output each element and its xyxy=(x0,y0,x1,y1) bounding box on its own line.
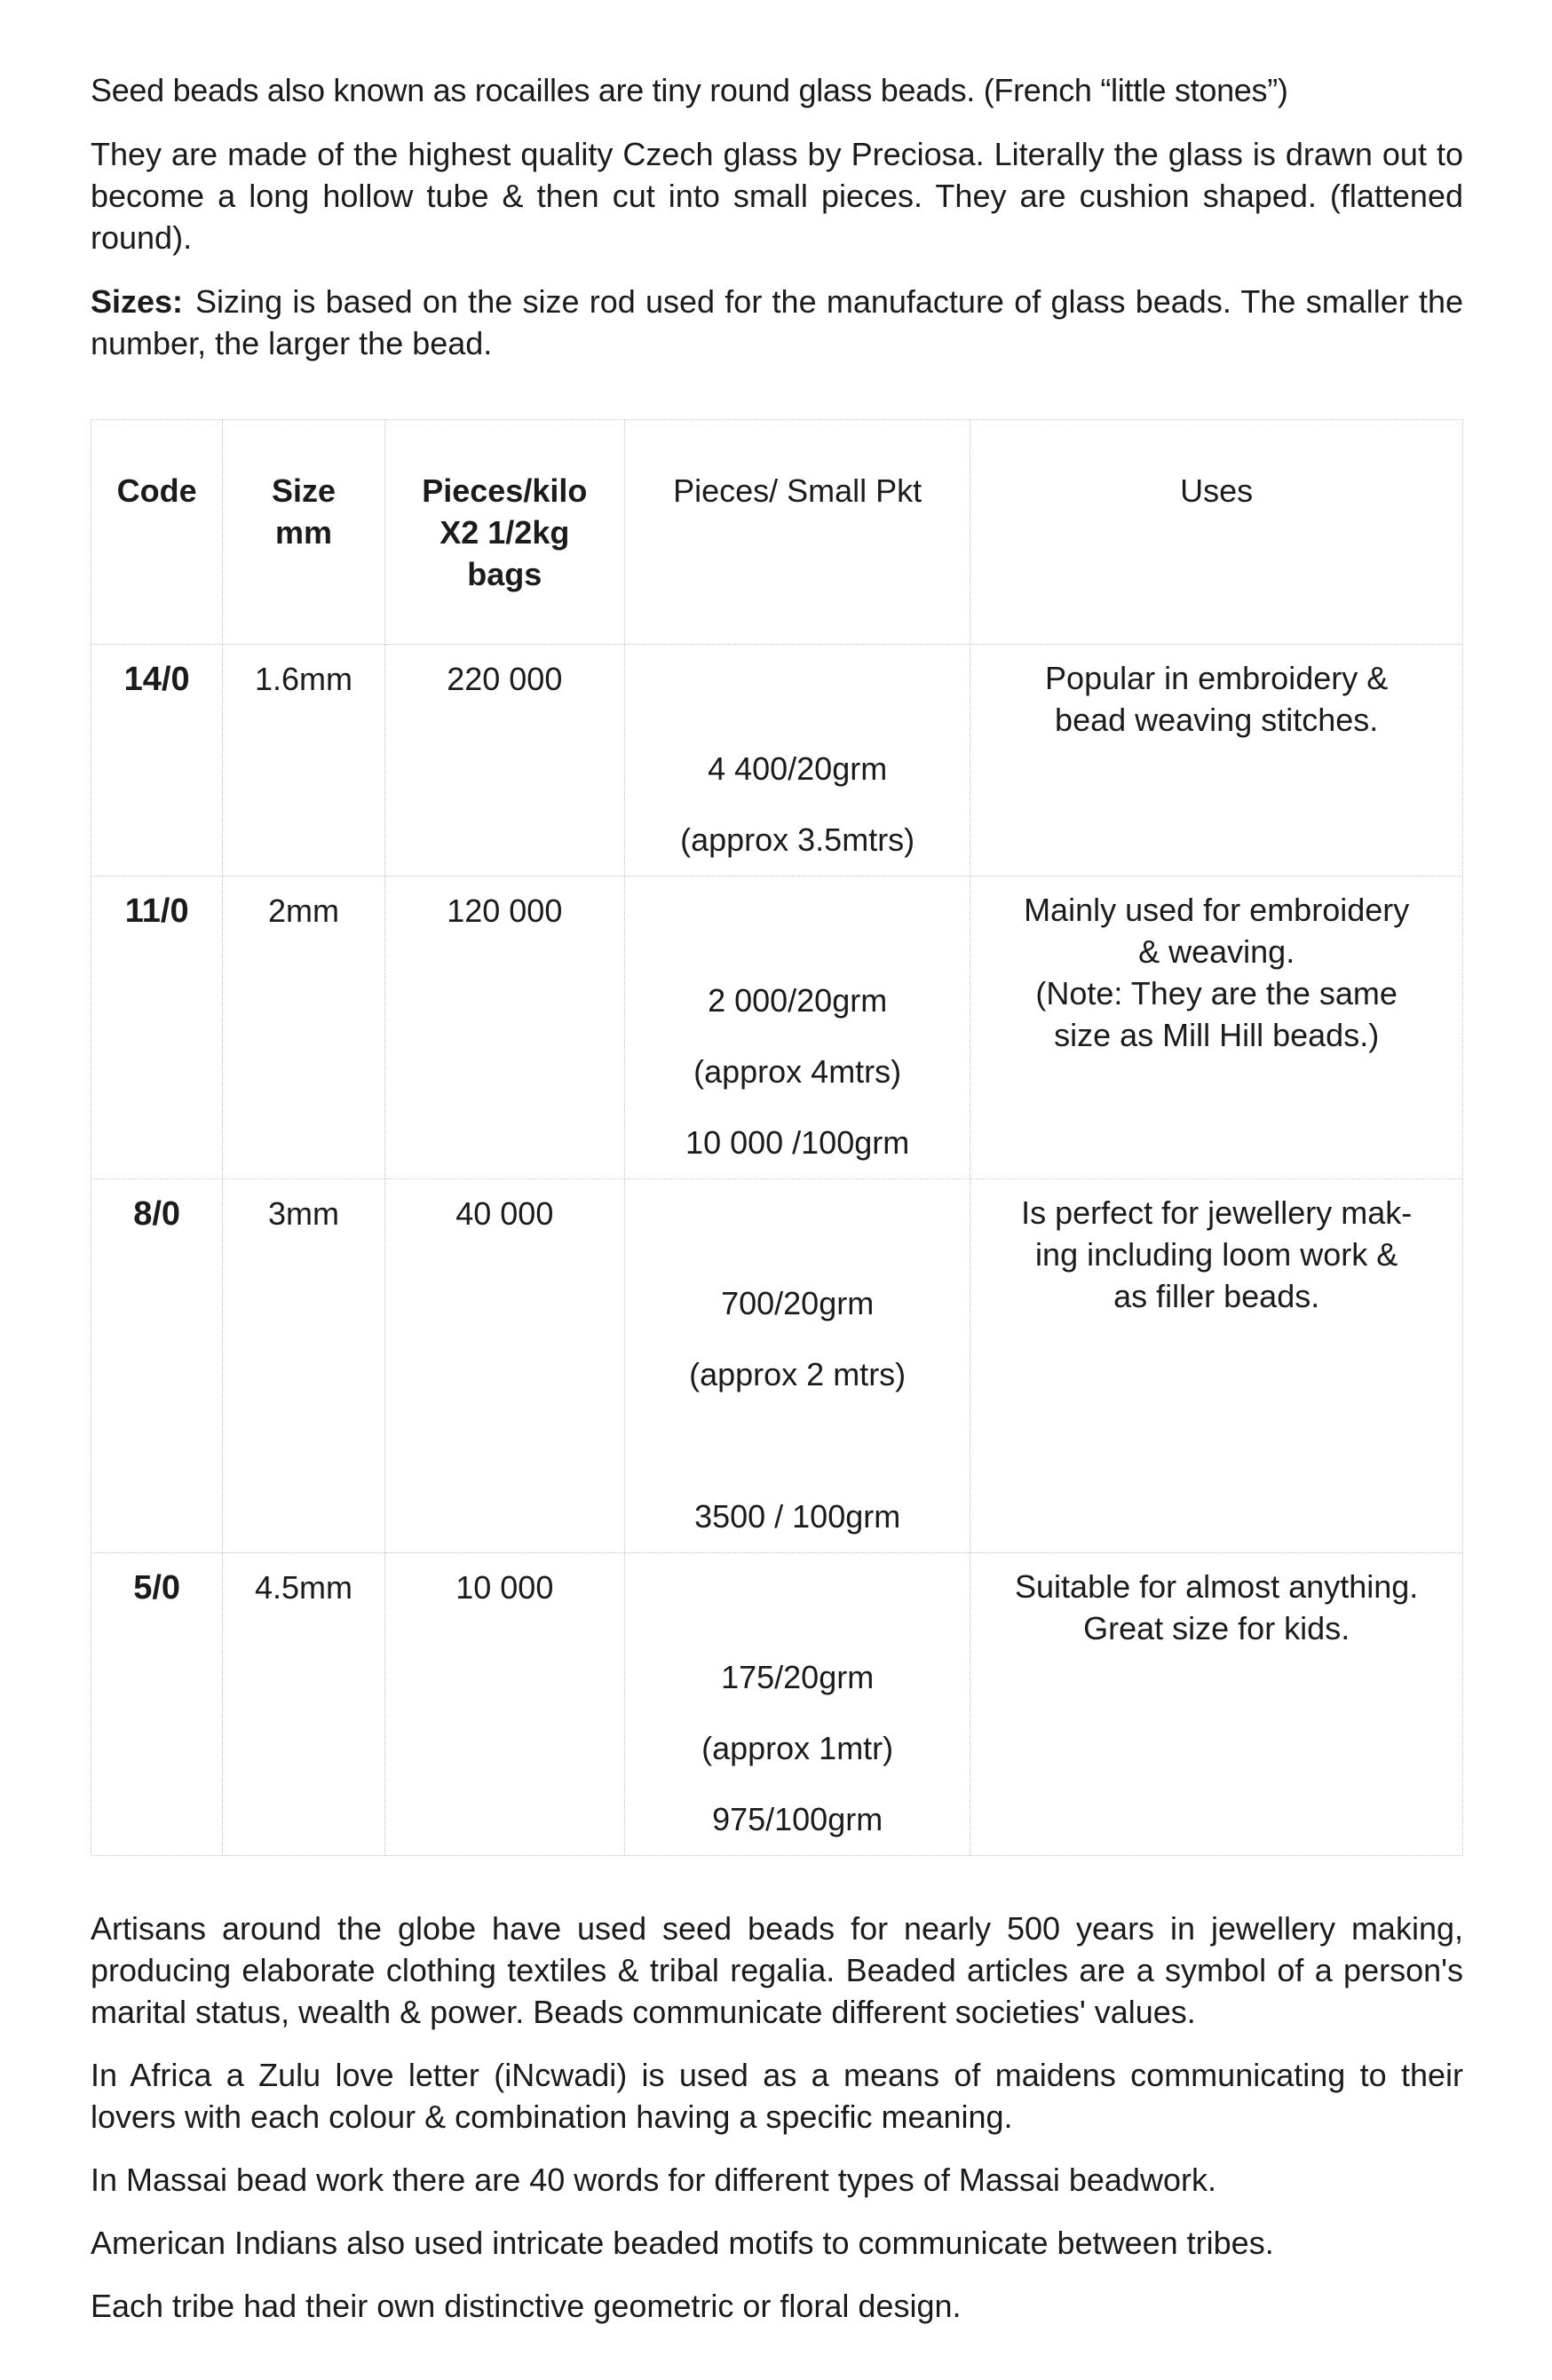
table-body xyxy=(91,645,1463,1856)
cell-code: 14/0 xyxy=(91,645,223,877)
outro-paragraph-massai: In Massai bead work there are 40 words for different types of Massai beadwork. xyxy=(91,2162,1216,2198)
column-header-line: Pieces/ Small Pkt xyxy=(673,472,922,509)
small-pkt-line: 2 000/20grm xyxy=(708,982,888,1019)
column-header-line: mm xyxy=(274,514,332,551)
cell-size-mm: 3mm xyxy=(223,1179,384,1553)
cell-pieces-per-kilo: 40 000 xyxy=(384,1179,624,1553)
sizes-label: Sizes: xyxy=(91,283,184,320)
table-row xyxy=(91,645,1463,877)
outro-paragraph-american-indians: American Indians also used intricate beaded motifs to communicate between tribes. xyxy=(91,2225,1274,2261)
cell-pieces-per-kilo: 220 000 xyxy=(384,645,624,877)
cell-size-mm: 2mm xyxy=(223,877,384,1179)
small-pkt-line: (approx 1mtr) xyxy=(701,1730,894,1766)
intro-paragraph-sizes xyxy=(91,281,1463,364)
uses-line: Suitable for almost anything. xyxy=(1015,1568,1419,1605)
outro-paragraph-artisans: Artisans around the globe have used seed beads for nearly 500 years in jewellery making, producing elaborate clothing textiles & tribal regalia. Beaded articles are a symbol of a person's marital status, wealth & power. Beads communicate different societies' values. xyxy=(91,1910,1463,2030)
uses-line: Is perfect for jewellery mak- xyxy=(1021,1194,1413,1231)
cell-pieces-per-kilo: 10 000 xyxy=(384,1553,624,1856)
table-row xyxy=(91,1553,1463,1856)
table-header-row xyxy=(91,420,1463,645)
small-pkt-line xyxy=(625,1410,970,1481)
cell-uses xyxy=(970,877,1463,1179)
column-header-size-mm xyxy=(223,420,384,645)
uses-line: size as Mill Hill beads.) xyxy=(1054,1017,1380,1053)
column-header-uses xyxy=(970,420,1463,645)
small-pkt-line: (approx 3.5mtrs) xyxy=(680,821,915,858)
cell-uses xyxy=(970,1179,1463,1553)
column-header-small-pkt xyxy=(624,420,970,645)
uses-line: (Note: They are the same xyxy=(1035,975,1398,1012)
cell-small-pkt xyxy=(624,877,970,1179)
cell-small-pkt xyxy=(624,1553,970,1856)
small-pkt-line: 975/100grm xyxy=(712,1801,883,1837)
uses-line: as filler beads. xyxy=(1113,1278,1320,1314)
uses-line: Popular in embroidery & xyxy=(1045,660,1389,696)
cell-uses xyxy=(970,645,1463,877)
column-header-code xyxy=(91,420,223,645)
small-pkt-line: (approx 4mtrs) xyxy=(693,1053,902,1090)
outro-paragraph-each-tribe: Each tribe had their own distinctive geometric or floral design. xyxy=(91,2288,962,2324)
intro-paragraph-seed-beads: Seed beads also known as rocailles are tiny round glass beads. (French “little stones”) xyxy=(91,72,1288,108)
table-row xyxy=(91,1179,1463,1553)
column-header-line: Pieces/kilo xyxy=(422,472,588,509)
uses-line: Great size for kids. xyxy=(1083,1610,1350,1646)
cell-uses xyxy=(970,1553,1463,1856)
uses-line: & weaving. xyxy=(1138,933,1295,970)
cell-size-mm: 4.5mm xyxy=(223,1553,384,1856)
outro-section xyxy=(91,1908,1463,2327)
uses-line: ing including loom work & xyxy=(1035,1236,1398,1273)
uses-line: bead weaving stitches. xyxy=(1055,702,1379,738)
cell-size-mm: 1.6mm xyxy=(223,645,384,877)
column-header-line: X2 1/2kg xyxy=(439,514,570,551)
small-pkt-line: 3500 / 100grm xyxy=(694,1498,901,1535)
column-header-pieces-kilo xyxy=(384,420,624,645)
column-header-line: bags xyxy=(467,556,542,592)
column-header-line: Code xyxy=(116,472,197,509)
column-header-line: Uses xyxy=(1180,472,1254,509)
cell-pieces-per-kilo: 120 000 xyxy=(384,877,624,1179)
outro-paragraph-zulu-love-letter: In Africa a Zulu love letter (iNcwadi) is used as a means of maidens communicating to their lovers with each colour & combination having a specific meaning. xyxy=(91,2057,1463,2135)
bead-size-table xyxy=(91,419,1463,1856)
cell-code: 8/0 xyxy=(91,1179,223,1553)
sizes-text: Sizing is based on the size rod used for the manufacture of glass beads. The smaller the number, the larger the bead. xyxy=(91,283,1463,361)
intro-paragraph-czech-glass: They are made of the highest quality Czech glass by Preciosa. Literally the glass is drawn out to become a long hollow tube & then cut into small pieces. They are cushion shaped. (flattened round). xyxy=(91,136,1463,256)
cell-code: 11/0 xyxy=(91,877,223,1179)
column-header-line: Size xyxy=(271,472,336,509)
table-row xyxy=(91,877,1463,1179)
small-pkt-line: (approx 2 mtrs) xyxy=(689,1356,907,1392)
cell-small-pkt xyxy=(624,1179,970,1553)
small-pkt-line: 700/20grm xyxy=(721,1285,875,1321)
cell-small-pkt xyxy=(624,645,970,877)
uses-line: Mainly used for embroidery xyxy=(1024,892,1410,928)
small-pkt-line: 4 400/20grm xyxy=(708,750,888,787)
small-pkt-line: 175/20grm xyxy=(721,1659,875,1695)
cell-code: 5/0 xyxy=(91,1553,223,1856)
small-pkt-line: 10 000 /100grm xyxy=(685,1124,910,1161)
